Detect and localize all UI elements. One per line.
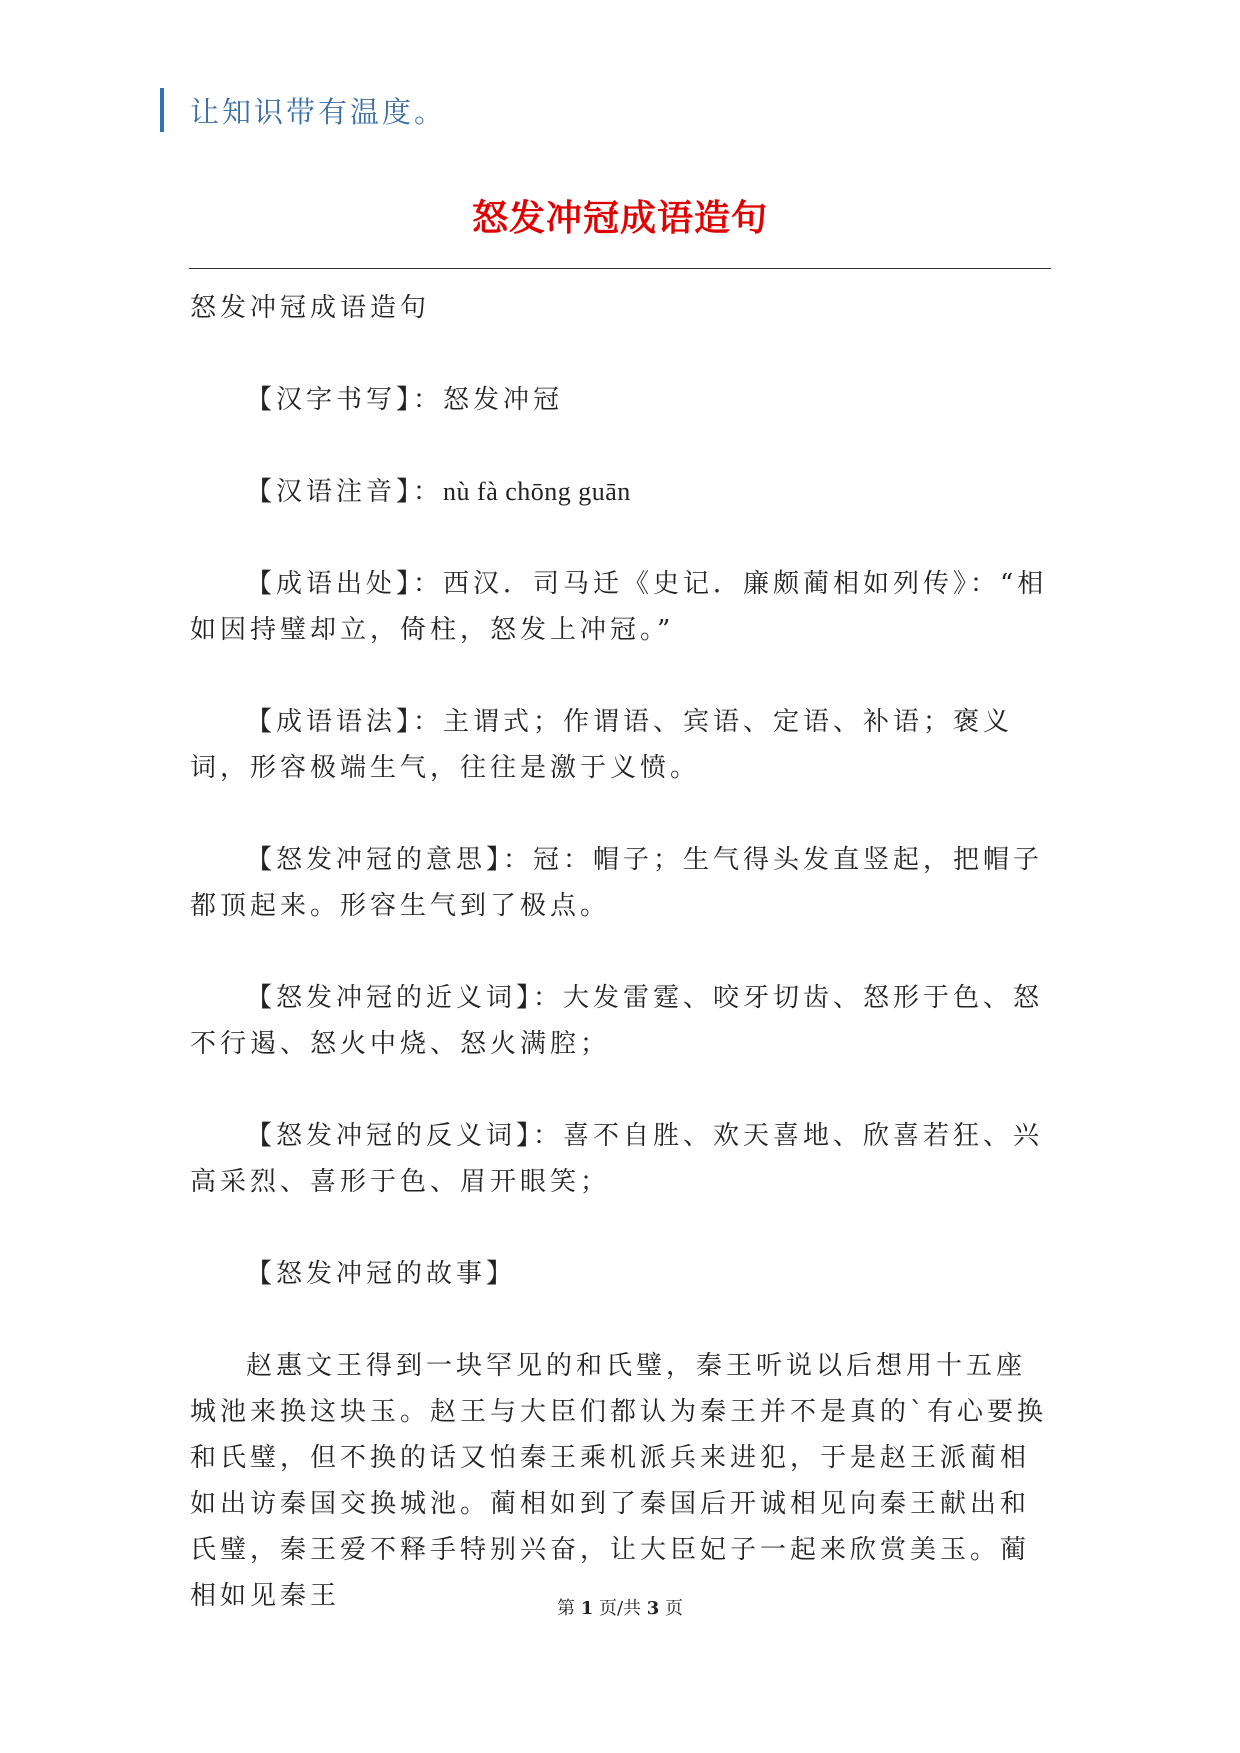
- footer-suffix: 页: [665, 1598, 684, 1619]
- meaning-label: 【怒发冲冠的意思】: [246, 845, 504, 875]
- footer-prefix: 第: [556, 1598, 575, 1619]
- source-entry: [190, 561, 1050, 653]
- synonyms-entry: [190, 975, 1050, 1067]
- header-slogan: 让知识带有温度。: [190, 95, 447, 129]
- antonyms-label: 【怒发冲冠的反义词】: [246, 1121, 534, 1151]
- synonyms-value: ：大发雷霆、咬牙切齿、怒形于色、怒不行遏、怒火中烧、怒火满腔；: [190, 983, 1044, 1059]
- pinyin-entry: [190, 469, 1050, 515]
- footer-middle: 页/共: [598, 1598, 642, 1619]
- pinyin-value: nù fà chōng guān: [443, 477, 631, 506]
- story-heading: 【怒发冲冠的故事】: [246, 1259, 517, 1289]
- antonyms-value: ：喜不自胜、欢天喜地、欣喜若狂、兴高采烈、喜形于色、眉开眼笑；: [190, 1121, 1044, 1197]
- meaning-value: ：冠：帽子；生气得头发直竖起，把帽子都顶起来。形容生气到了极点。: [190, 845, 1044, 921]
- title-divider: [189, 268, 1051, 269]
- grammar-value: ：主谓式；作谓语、宾语、定语、补语；褒义词，形容极端生气，往往是激于义愤。: [190, 707, 1014, 783]
- writing-label: 【汉字书写】: [246, 385, 414, 415]
- grammar-entry: [190, 699, 1050, 791]
- pinyin-label: 【汉语注音】: [246, 477, 414, 507]
- source-value: ：西汉．司马迁《史记．廉颇蔺相如列传》：“相如因持璧却立，倚柱，怒发上冲冠。”: [190, 569, 1048, 645]
- meaning-entry: [190, 837, 1050, 929]
- grammar-label: 【成语语法】: [246, 707, 414, 737]
- header-accent-bar: [160, 88, 164, 132]
- total-page-count: 3: [646, 1598, 660, 1619]
- current-page-number: 1: [580, 1598, 594, 1619]
- synonyms-label: 【怒发冲冠的近义词】: [246, 983, 534, 1013]
- document-title: 怒发冲冠成语造句: [471, 198, 768, 239]
- writing-entry: [190, 377, 1050, 423]
- story-paragraph: 赵惠文王得到一块罕见的和氏璧，秦王听说以后想用十五座城池来换这块玉。赵王与大臣们都认为秦王并不是真的`有心要换和氏璧，但不换的话又怕秦王乘机派兵来进犯，于是赵王派蔺相如出访秦国交换城池。蔺相如到了秦国后开诚相见向秦王献出和氏璧，秦王爱不释手特别兴奋，让大臣妃子一起来欣赏美玉。蔺相如见秦王: [190, 1351, 1048, 1611]
- pinyin-separator: ：: [413, 477, 444, 507]
- document-body: [190, 285, 1050, 1619]
- page-footer: [0, 1594, 1240, 1620]
- writing-value: ：怒发冲冠: [413, 385, 564, 415]
- subtitle: 怒发冲冠成语造句: [190, 293, 431, 323]
- antonyms-entry: [190, 1113, 1050, 1205]
- source-label: 【成语出处】: [246, 569, 414, 599]
